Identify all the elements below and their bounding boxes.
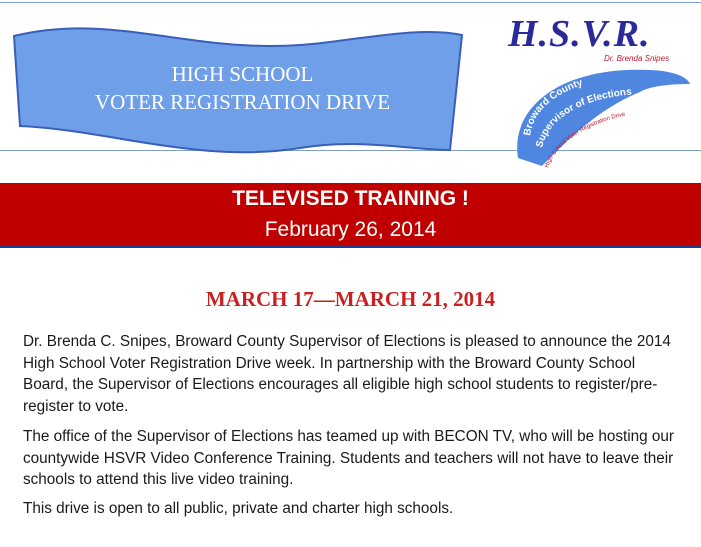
logo-swoosh <box>500 8 695 176</box>
paragraph-eligibility: This drive is open to all public, private and charter high schools. <box>23 500 454 517</box>
hsvr-logo <box>500 8 695 176</box>
training-title: TELEVISED TRAINING ! <box>232 187 469 210</box>
banner-line-2: VOTER REGISTRATION DRIVE <box>94 90 391 114</box>
logo-subtitle: Dr. Brenda Snipes <box>604 54 670 63</box>
paragraph-training: The office of the Supervisor of Elections has teamed up with BECON TV, who will be hosting our countywide HSVR Video Conference Training. Students and teachers will not have to leave their schools to attend this live video training. <box>23 428 675 488</box>
logo-arc-drive: High School Voter Registration Drive <box>544 111 626 169</box>
logo-title: H.S.V.R. <box>508 13 651 55</box>
logo-arc-county: Broward County <box>522 77 584 137</box>
training-date: February 26, 2014 <box>264 218 437 241</box>
event-dates: MARCH 17—MARCH 21, 2014 <box>205 287 496 311</box>
banner-line-1: HIGH SCHOOL <box>171 62 314 86</box>
banner-title <box>40 60 445 116</box>
paragraph-announcement: Dr. Brenda C. Snipes, Broward County Supervisor of Elections is pleased to announce the 2014 High School Voter Registration Drive week. In partnership with the Broward County School Board, the Supervisor of Elections encourages all eligible high school students to register/pre-register to vote. <box>23 333 671 415</box>
logo-arc-supervisor: Supervisor of Elections <box>534 86 633 149</box>
